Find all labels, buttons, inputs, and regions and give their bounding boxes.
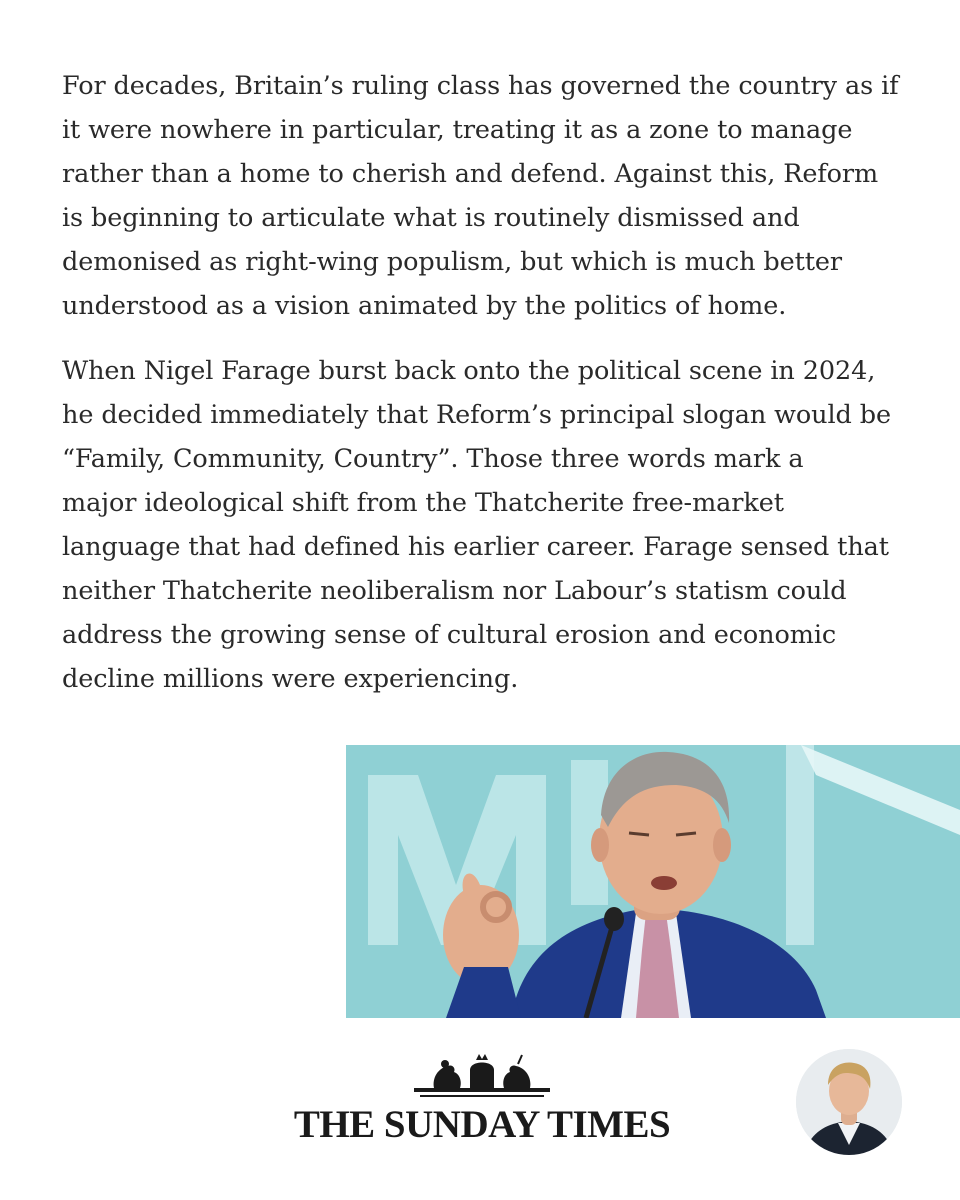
masthead-title: THE SUNDAY TIMES [293,1103,671,1146]
author-portrait-illustration [796,1049,902,1155]
royal-crest-icon [412,1052,552,1102]
article-paragraph-2: When Nigel Farage burst back onto the political scene in 2024, he decided immediately that Reform’s principal slogan would be “Family, Community, Country”. Those three words mark a major ideological shift from the Thatcherite free-market language that had defined his earlier career. Farage sensed that neither Thatcherite neoliberalism nor Labour’s statism could address the growing sense of cultural erosion and economic decline millions were experiencing. [62,356,891,694]
author-avatar [796,1049,902,1155]
farage-photo-illustration [346,745,960,1018]
article-photo [346,745,960,1018]
article-paragraph-1: For decades, Britain’s ruling class has governed the country as if it were nowhere in particular, treating it as a zone to manage rather than a home to cherish and defend. Against this, Reform is beginning to articulate what is routinely dismissed and demonised as right-wing populism, but which is much better understood as a vision animated by the politics of home. [62,71,899,321]
masthead [262,1052,702,1152]
article-body [62,64,922,701]
